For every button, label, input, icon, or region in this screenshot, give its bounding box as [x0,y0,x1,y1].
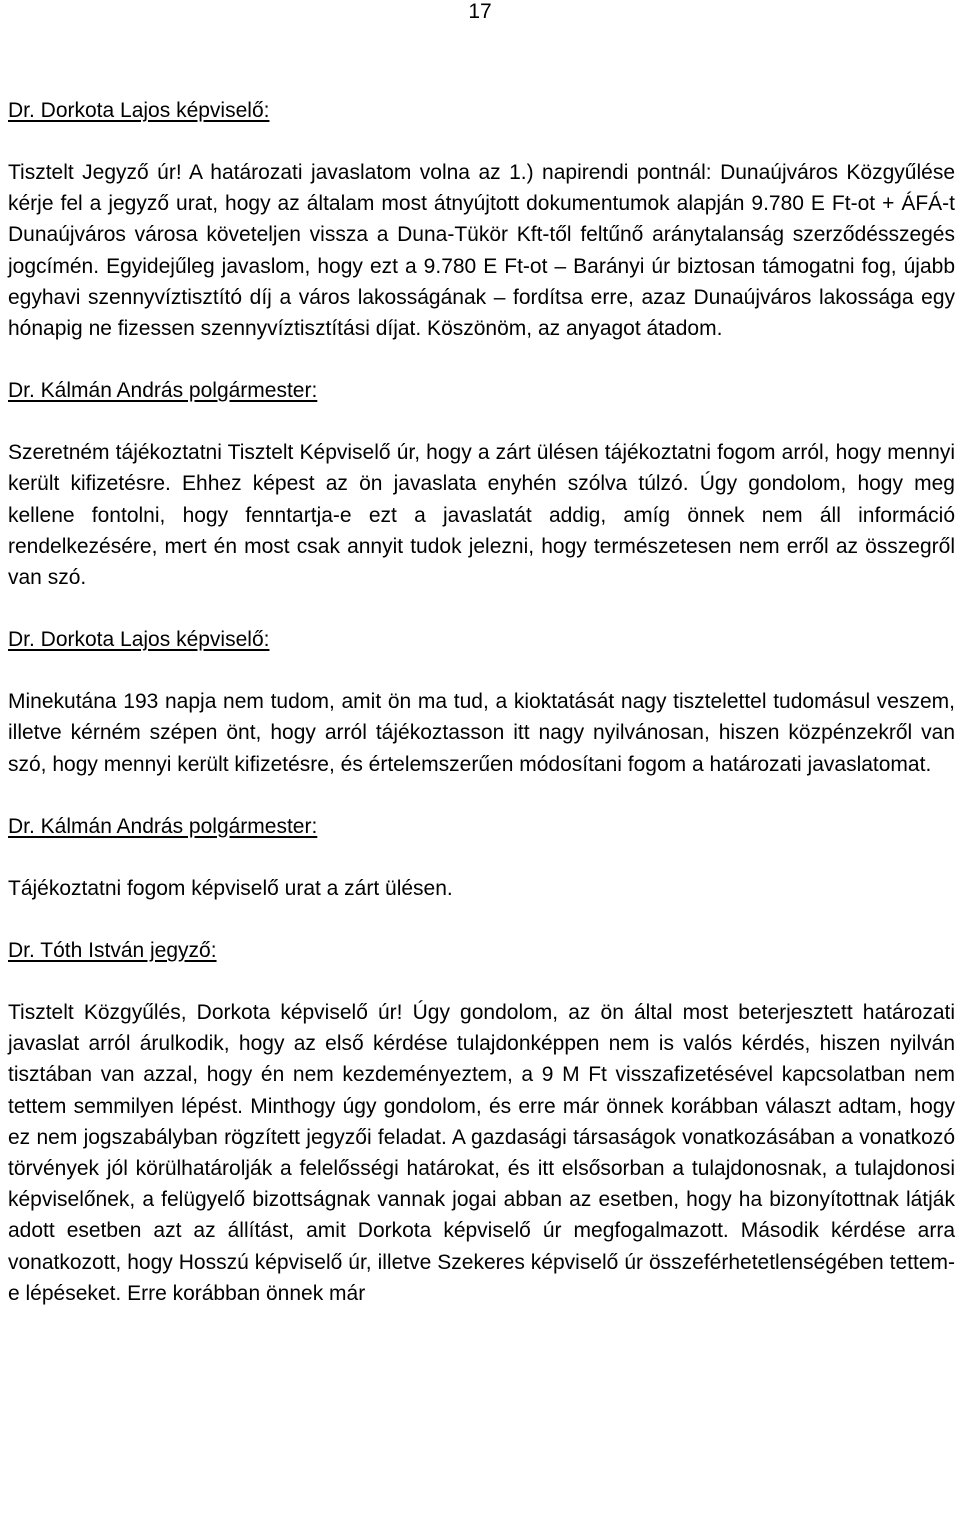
speech-block [8,624,955,811]
speaker-name: Dr. Dorkota Lajos képviselő: [8,628,270,652]
speech-text: Minekutána 193 napja nem tudom, amit ön ma tud, a kioktatását nagy tisztelettel tudomásul veszem, illetve kérném szépen önt, hogy arról tájékoztasson itt nagy nyilvánosan, hiszen közpénzekről van szó, hogy mennyi került kifizetésre, és értelemszerűen módosítani fogom a határozati javaslatomat. [8,690,955,776]
speaker-name: Dr. Kálmán András polgármester: [8,814,318,838]
minutes-content [8,95,955,1309]
speech-text: Tisztelt Közgyűlés, Dorkota képviselő úr! Úgy gondolom, az ön által most beterjesztett határozati javaslat arról árulkodik, hogy az első kérdése tulajdonképpen nem is valós kérdés, hiszen nyilván tisztában van azzal, hogy én nem kezdeményeztem, a 9 M Ft visszafizetésével kapcsolatban nem tettem semmilyen lépést. Minthogy úgy gondolom, és erre már önnek korábban választ adtam, hogy ez nem jogszabályban rögzített jegyzői feladat. A gazdasági társaságok vonatkozásában a vonatkozó törvények jól körülhatárolják a felelősségi határokat, és itt elsősorban a tulajdonosnak, a tulajdonosi képviselőnek, a felügyelő bizottságnak vannak jogai abban az esetben, hogy ha bizonyítottnak látják adott esetben azt az állítást, amit Dorkota képviselő úr megfogalmazott. Második kérdése arra vonatkozott, hogy Hosszú képviselő úr, illetve Szekeres képviselő úr összeférhetetlenségében tettem-e lépéseket. Erre korábban önnek már [8,1001,955,1305]
speech-block [8,95,955,375]
speech-block [8,935,955,1309]
speaker-name: Dr. Tóth István jegyző: [8,939,217,963]
speech-text: Tájékoztatni fogom képviselő urat a zárt ülésen. [8,876,453,900]
speaker-name: Dr. Dorkota Lajos képviselő: [8,99,270,122]
speech-block [8,375,955,624]
speech-text: Szeretném tájékoztatni Tisztelt Képviselő úr, hogy a zárt ülésen tájékoztatni fogom arról, hogy mennyi került kifizetésre. Ehhez képest az ön javaslata enyhén szólva túlzó. Úgy gondolom, hogy meg kellene fontolni, hogy fenntartja-e ezt a javaslatát addig, amíg önnek nem áll információ rendelkezésére, mert én most csak annyit tudok jelezni, hogy természetesen nem erről az összegről van szó. [8,441,955,590]
speech-text: Tisztelt Jegyző úr! A határozati javaslatom volna az 1.) napirendi pontnál: Dunaújváros Közgyűlése kérje fel a jegyző urat, hogy az általam most átnyújtott dokumentumok alapján 9.780 E Ft-ot + ÁFÁ-t Dunaújváros városa követeljen vissza a Duna-Tükör Kft-től feltűnő aránytalanság szerződésszegés jogcímén. Egyidejűleg javaslom, hogy ezt a 9.780 E Ft-ot – Barányi úr biztosan támogatni fog, újabb egyhavi szennyvíztisztító díj a város lakosságának – fordítsa erre, azaz Dunaújváros lakossága egy hónapig ne fizessen szennyvíztisztítási díjat. Köszönöm, az anyagot átadom. [8,161,955,341]
page-number: 17 [468,0,492,23]
speech-block [8,811,955,935]
speaker-name: Dr. Kálmán András polgármester: [8,379,318,403]
